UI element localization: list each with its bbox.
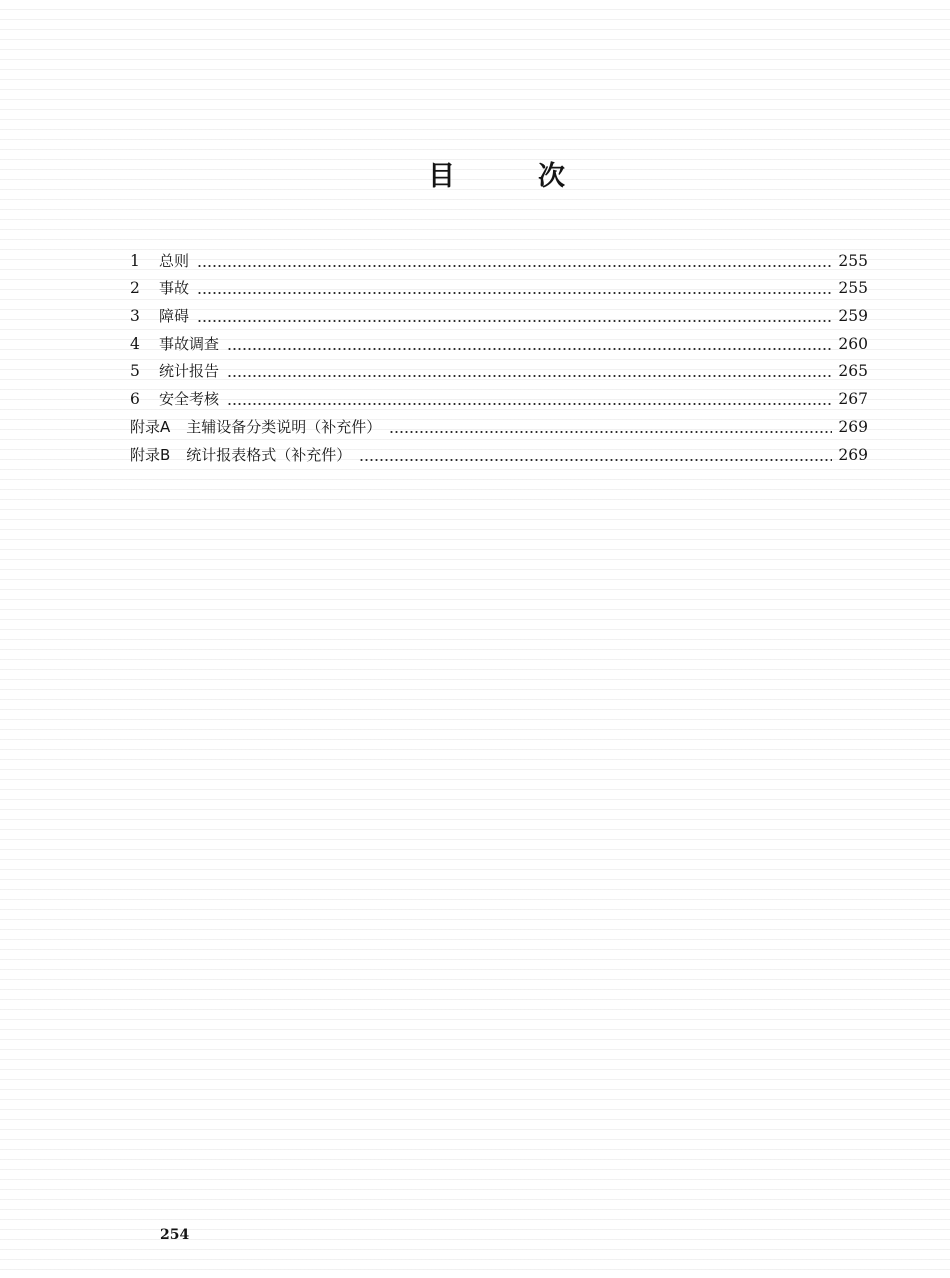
toc-entry-5[interactable] (130, 355, 868, 383)
toc-entry-appendix-b[interactable] (130, 438, 868, 466)
toc-entry-number: 4 (130, 334, 140, 353)
toc-entry-page: 259 (838, 307, 868, 326)
toc-entry-2[interactable] (130, 272, 868, 300)
toc-entry-appendix-a[interactable] (130, 410, 868, 438)
toc-entry-label: 事故 (159, 279, 190, 298)
toc-dot-leader (197, 277, 832, 299)
toc-entry-label: 总则 (159, 251, 190, 270)
toc-entry-label: 障碍 (159, 307, 190, 326)
toc-title-char-2: 次 (538, 161, 565, 192)
toc-entry-number: 3 (130, 307, 140, 326)
table-of-contents (130, 244, 868, 466)
toc-appendix-prefix: 附录A (130, 417, 171, 436)
toc-entry-number: 5 (130, 362, 140, 381)
toc-dot-leader (227, 360, 832, 382)
toc-entry-page: 269 (838, 417, 868, 436)
toc-dot-leader (197, 250, 832, 272)
toc-dot-leader (227, 388, 832, 410)
toc-entry-1[interactable] (130, 244, 868, 272)
toc-entry-page: 260 (838, 334, 868, 353)
toc-entry-3[interactable] (130, 299, 868, 327)
toc-entry-6[interactable] (130, 382, 868, 410)
toc-entry-page: 267 (838, 390, 868, 409)
toc-entry-page: 255 (838, 279, 868, 298)
toc-entry-label: 事故调查 (159, 334, 220, 353)
toc-dot-leader (389, 416, 832, 438)
toc-entry-label: 统计报表格式（补充件） (186, 445, 352, 464)
toc-entry-number: 2 (130, 279, 140, 298)
toc-dot-leader (197, 305, 832, 327)
toc-entry-label: 统计报告 (159, 362, 220, 381)
toc-entry-page: 265 (838, 362, 868, 381)
toc-appendix-prefix: 附录B (130, 445, 171, 464)
toc-entry-number: 1 (130, 251, 140, 270)
toc-entry-page: 255 (838, 251, 868, 270)
toc-entry-label: 主辅设备分类说明（补充件） (186, 417, 382, 436)
toc-entry-4[interactable] (130, 327, 868, 355)
toc-dot-leader (359, 444, 832, 466)
page-number: 254 (160, 1227, 190, 1243)
toc-entry-page: 269 (838, 445, 868, 464)
toc-title (0, 160, 950, 200)
toc-entry-label: 安全考核 (159, 390, 220, 409)
toc-dot-leader (227, 333, 832, 355)
toc-title-char-1: 目 (428, 161, 455, 192)
toc-entry-number: 6 (130, 390, 140, 409)
